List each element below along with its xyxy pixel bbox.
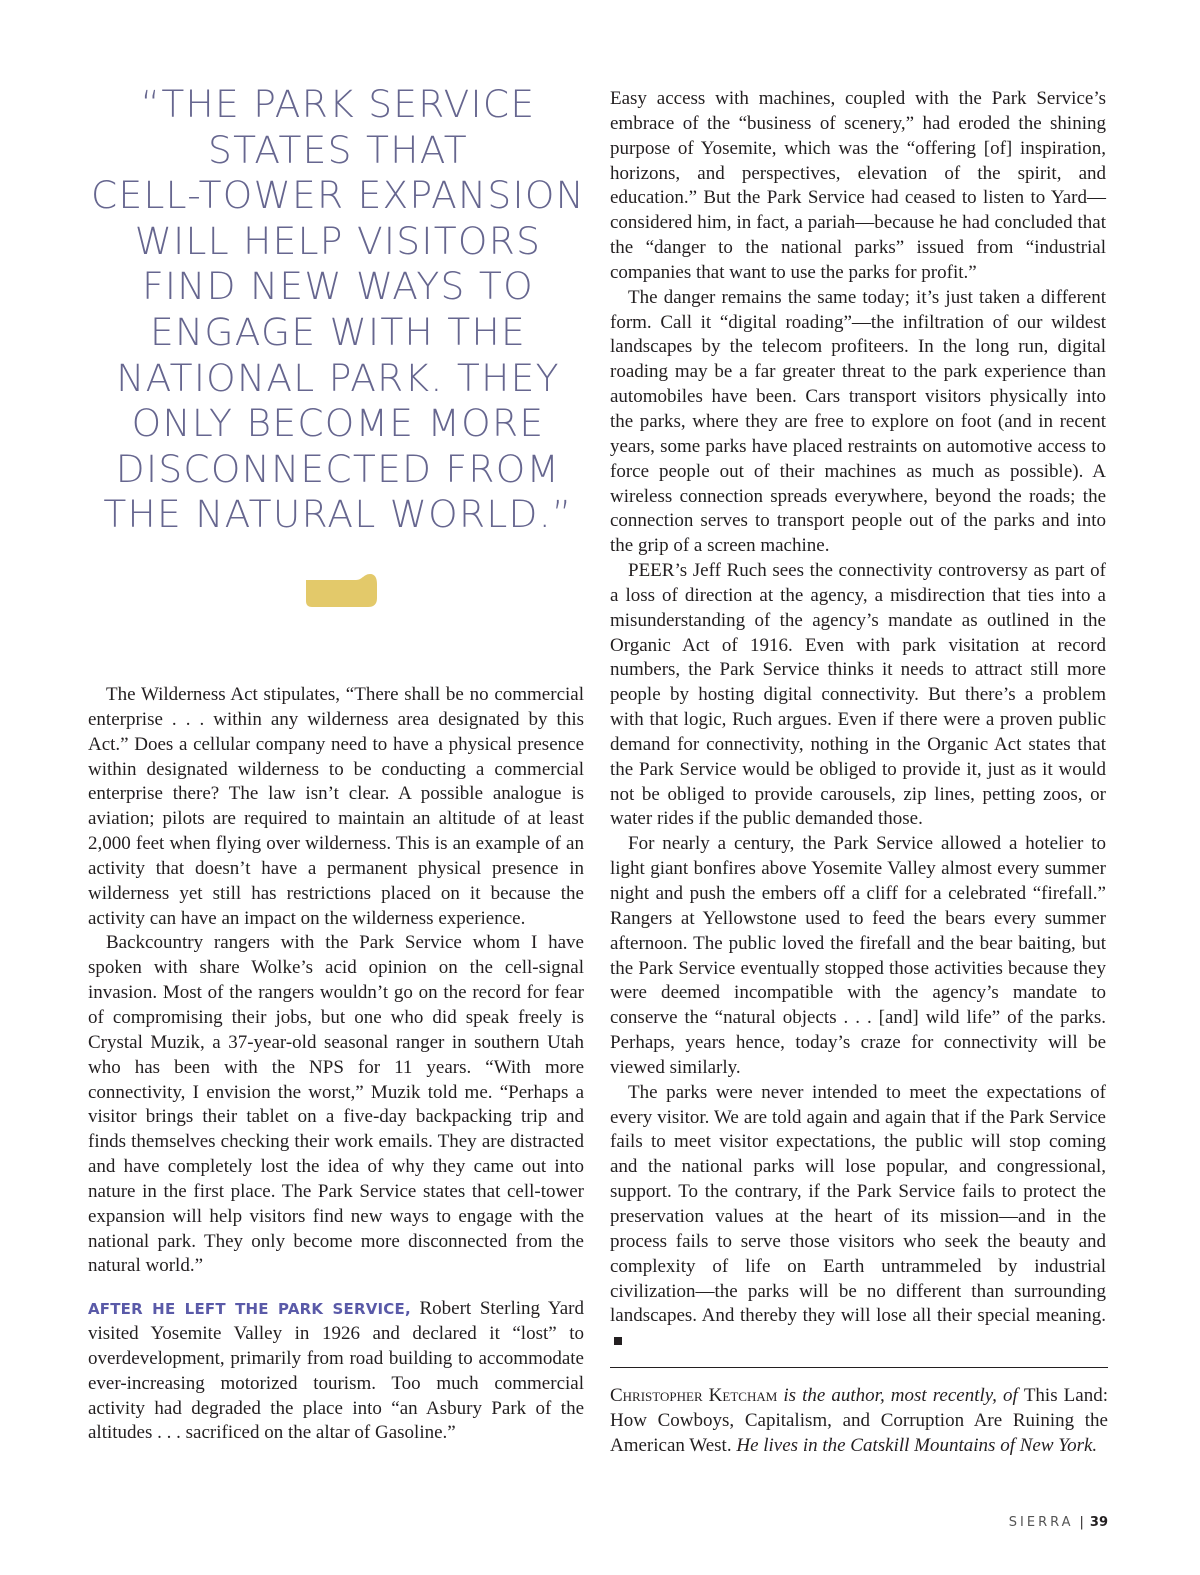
bio-author-name: Christopher Ketcham [610,1385,778,1406]
section-text: Robert Sterling Yard visited Yosemite Valley in 1926 and declared it “lost” to overdevelopment, primarily from road building to accommodate ever-increasing motorized tourism. Too much commercial activity had degraded the place into “an Asbury Park of the altitudes . . . sacrificed on the altar of Gasoline.” [88,1298,585,1444]
section-lead-in: AFTER HE LEFT THE PARK SERVICE, [88,1300,411,1319]
right-column [610,87,1106,1354]
pull-quote-line: FIND NEW WAYS TO [142,264,534,309]
folio-separator: | [1079,1515,1084,1530]
author-bio [610,1384,1108,1458]
pull-quote-line: ONLY BECOME MORE [131,401,545,446]
bio-paragraph [610,1384,1108,1458]
body-paragraph: PEER’s Jeff Ruch sees the connectivity controversy as part of a loss of direction at the agency, a misdirection that ties into a misunderstanding of the agency’s mandate as outlined in the Organic Act of 1916. Even with park visitation at record numbers, the Park Service thinks it needs to attract still more people by hosting digital connectivity. But there’s a problem with that logic, Ruch argues. Even if there were a proven public demand for connectivity, nothing in the Organic Act states that the Park Service would be obliged to provide it, just as it would not be obliged to provide carousels, zip lines, petting zoos, or water rides if the public demanded those. [610,560,1106,830]
page-folio [1009,1515,1108,1530]
pull-quote-line: THE NATURAL WORLD.” [103,492,573,537]
pull-quote-line: NATIONAL PARK. THEY [116,355,560,400]
pull-quote-line: STATES THAT [208,127,468,172]
body-paragraph: Easy access with machines, coupled with the Park Service’s embrace of the “business of scenery,” had eroded the shining purpose of Yosemite, which was the “offering [of] inspiration, horizons, and perspectives, elevation of the spirit, and education.” But the Park Service had ceased to listen to Yard—considered him, in fact, a pariah—because he had concluded that the “danger to the national parks” issued from “industrial companies that want to use the parks for profit.” [610,88,1106,283]
pull-quote-line: WILL HELP VISITORS [134,218,542,263]
bio-book-title: This Land: How Cowboys, Capitalism, and Corruption Are Ruining the American West. [610,1385,1108,1456]
pull-quote-line: ENGAGE WITH THE [150,309,526,354]
final-paragraph-text: The parks were never intended to meet the expectations of every visitor. We are told again and again that if the Park Service fails to meet visitor expectations, the public will stop coming and the national parks will lose popular, and congressional, support. To the contrary, if the Park Service fails to protect the preservation values at the heart of its mission—and in the process fails to serve those visitors who seek the beauty and complexity of life on Earth untrammeled by industrial civilization—the parks will be no different than surrounding landscapes. And thereby they will lose all their special meaning. [610,1081,1106,1327]
pennant-shape [306,574,377,607]
end-square-icon [614,1337,622,1345]
body-paragraph: Backcountry rangers with the Park Service whom I have spoken with share Wolke’s acid opinion on the cell-signal invasion. Most of the rangers wouldn’t go on the record for fear of compromising their jobs, but one who did speak freely is Crystal Muzik, a 37-year-old seasonal ranger in southern Utah who has been with the NPS for 11 years. “With more connectivity, I envision the worst,” Muzik told me. “Perhaps a visitor brings their tablet on a five-day backpacking trip and finds themselves checking their work emails. They are distracted and have completely lost the idea of why they came out into nature in the first place. The Park Service states that cell-tower expansion will help visitors find new ways to engage with the national park. They only become more disconnected from the natural world.” [88,932,584,1277]
pull-quote [88,82,588,538]
page-number: 39 [1089,1515,1108,1530]
bio-intro: is the author, most recently, of [777,1385,1024,1406]
pull-quote-line: “THE PARK SERVICE [140,82,536,126]
bio-outro: He lives in the Catskill Mountains of New York. [731,1434,1098,1456]
section-paragraph [88,1297,584,1446]
body-paragraph: The Wilderness Act stipulates, “There shall be no commercial enterprise . . . within any wilderness area designated by this Act.” Does a cellular company need to have a physical presence within designated wilderness to be conducting a commercial enterprise there? The law isn’t clear. A possible analogue is aviation; pilots are required to maintain an altitude of at least 2,000 feet when flying over wilderness. This is an example of an activity that doesn’t have a permanent physical presence in wilderness yet still has restrictions placed on it because the activity can have an impact on the wilderness experience. [88,684,584,929]
pennant-flag-icon [304,572,378,608]
body-paragraph: The danger remains the same today; it’s just taken a different form. Call it “digital roading”—the infiltration of our wildest landscapes by the telecom profiteers. In the long run, digital roading may be a far greater threat to the park experience than automobiles have been. Cars transport visitors physically into the parks, where they are free to explore on foot (and in recent years, some parks have placed restraints on automotive access to force people out of their machines as much as possible). A wireless connection spreads everywhere, beyond the roads; the connection serves to transport people out of the parks and into the grip of a screen machine. [610,286,1106,557]
left-column [88,683,584,1446]
pull-quote-line: DISCONNECTED FROM [115,446,561,491]
final-paragraph [610,1081,1106,1354]
body-paragraph: For nearly a century, the Park Service allowed a hotelier to light giant bonfires above Yosemite Valley almost every summer night and push the embers off a cliff for a celebrated “firefall.” Rangers at Yellowstone used to feed the bears every summer afternoon. The public loved the firefall and the bear baiting, but the Park Service eventually stopped those activities because they were deemed incompatible with the agency’s mandate to conserve the “natural objects . . . [and] wild life” of the parks. Perhaps, years hence, today’s craze for connectivity will be viewed similarly. [610,833,1106,1078]
magazine-name: SIERRA [1008,1515,1074,1530]
pull-quote-line: CELL-TOWER EXPANSION [91,173,585,218]
bio-divider [610,1367,1108,1368]
